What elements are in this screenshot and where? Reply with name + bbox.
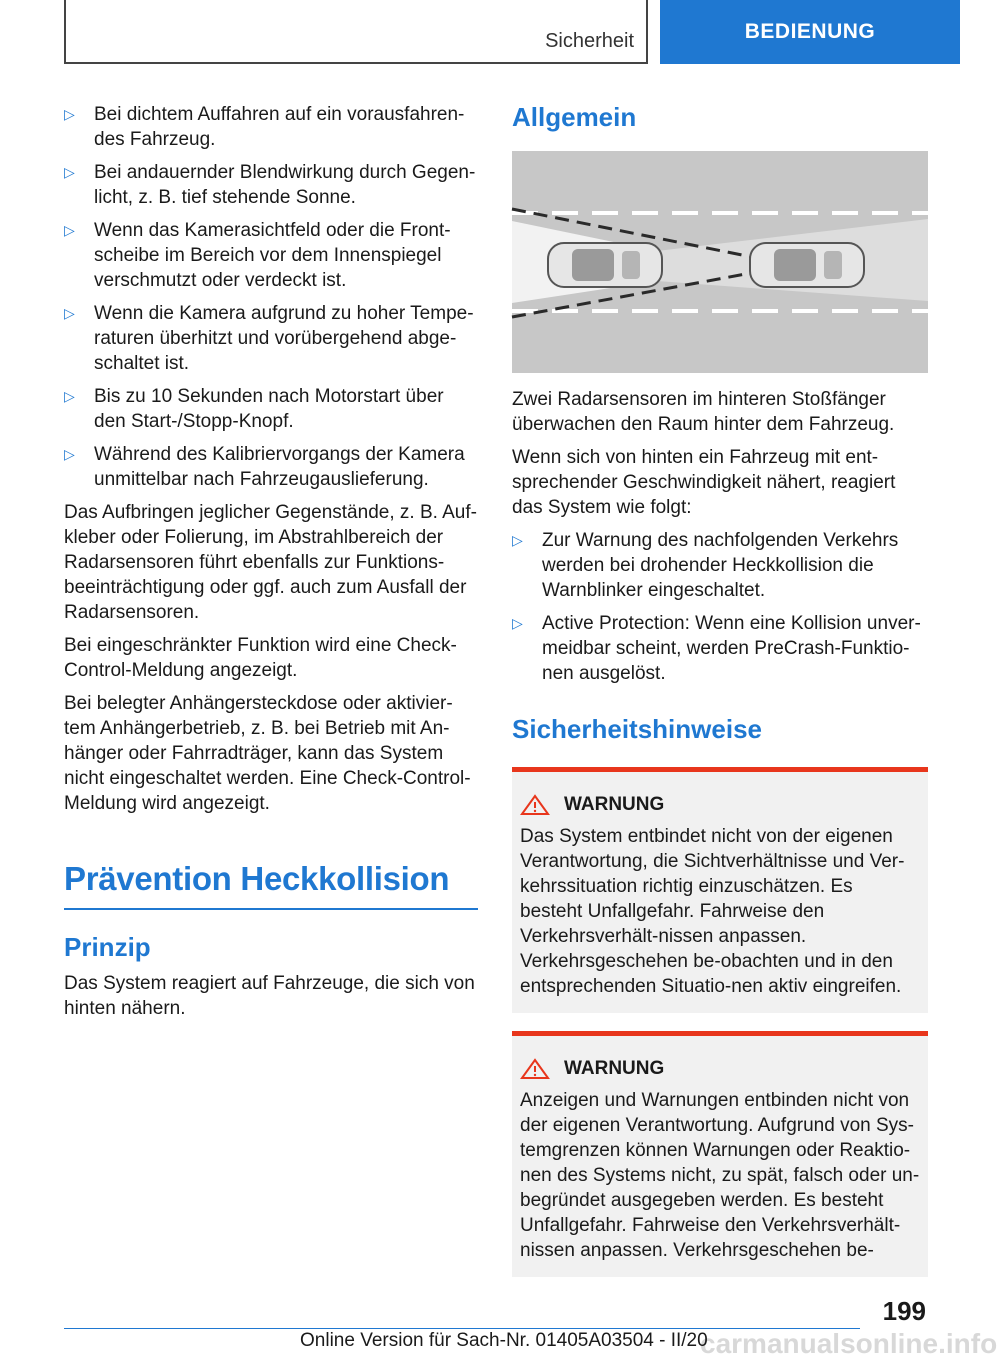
section-heading: Allgemein [512, 102, 637, 132]
list-item: ▷ Während des Kalibriervorgangs der Kamera unmittelbar nach Fahrzeugauslieferung. [64, 444, 465, 490]
chapter-heading: Prävention Heckkollision [64, 860, 478, 910]
car-icon [548, 243, 662, 287]
section-title: Sicherheit [545, 30, 634, 52]
list-item: ▷ Wenn die Kamera aufgrund zu hoher Tempe-raturen überhitzt und vorübergehend abge-schaltet ist. [64, 303, 474, 374]
left-column [64, 102, 478, 1029]
right-column [512, 102, 928, 1295]
radar-diagram [512, 151, 928, 373]
paragraph: Das Aufbringen jeglicher Gegenstände, z. B. Auf-kleber oder Folierung, im Abstrahlbereich der Radarsensoren führt ebenfalls zur Funktions-beeinträchtigung oder ggf. auch zum Ausfall der Radarsensoren. [64, 502, 477, 623]
footer-text: Online Version für Sach-Nr. 01405A03504 - II/20 [300, 1330, 708, 1351]
triangle-right-icon: ▷ [64, 222, 75, 238]
warning-title: WARNUNG [520, 794, 920, 816]
triangle-right-icon: ▷ [64, 388, 75, 404]
warning-text: Das System entbindet nicht von der eigenen Verantwortung, die Sichtverhältnisse und Ver-kehrssituation richtig einzuschätzen. Es besteht Unfallgefahr. Fahrweise den Verkehrsverhält-nissen anpassen. Verkehrsgeschehen be-obachten und in den entsprechenden Situatio-nen aktiv eingreifen. [520, 826, 905, 997]
watermark: carmanualsonline.info [700, 1328, 997, 1359]
warning-box [512, 1031, 928, 1277]
page-number: 199 [882, 1296, 926, 1326]
header-section-box [64, 0, 648, 64]
triangle-right-icon: ▷ [64, 106, 75, 122]
chapter-tab[interactable]: BEDIENUNG [660, 0, 960, 64]
list-item: ▷ Bis zu 10 Sekunden nach Motorstart über den Start-/Stopp-Knopf. [64, 386, 444, 432]
paragraph: Das System reagiert auf Fahrzeuge, die sich von hinten nähern. [64, 973, 475, 1019]
paragraph: Wenn sich von hinten ein Fahrzeug mit ent-sprechender Geschwindigkeit nähert, reagiert das System wie folgt: [512, 447, 896, 518]
section-heading: Prinzip [64, 932, 151, 962]
figure-caption: Zwei Radarsensoren im hinteren Stoßfänger überwachen den Raum hinter dem Fahrzeug. [512, 389, 895, 435]
list-item: ▷ Bei andauernder Blendwirkung durch Gegen-licht, z. B. tief stehende Sonne. [64, 162, 476, 208]
warning-triangle-icon [520, 794, 550, 816]
list-item: ▷ Zur Warnung des nachfolgenden Verkehrs werden bei drohender Heckkollision die Warnblinker eingeschaltet. [512, 530, 899, 601]
section-heading: Sicherheitshinweise [512, 714, 762, 744]
warning-title: WARNUNG [520, 1058, 920, 1080]
warning-box [512, 767, 928, 1013]
warning-triangle-icon [520, 1058, 550, 1080]
list-item: ▷ Bei dichtem Auffahren auf ein vorausfahren-des Fahrzeug. [64, 104, 465, 150]
triangle-right-icon: ▷ [512, 532, 523, 548]
triangle-right-icon: ▷ [64, 305, 75, 321]
car-icon [750, 243, 864, 287]
list-item: ▷ Wenn das Kamerasichtfeld oder die Front-scheibe im Bereich vor dem Innenspiegel verschmutzt oder verdeckt ist. [64, 220, 451, 291]
warning-text: Anzeigen und Warnungen entbinden nicht von der eigenen Verantwortung. Aufgrund von Sys-temgrenzen können Warnungen oder Reaktio-nen des Systems nicht, zu spät, falsch oder un-begründet ausgegeben werden. Es besteht Unfallgefahr. Fahrweise den Verkehrsverhält-nissen anpassen. Verkehrsgeschehen be- [520, 1090, 920, 1261]
list-item: ▷ Active Protection: Wenn eine Kollision unver-meidbar scheint, werden PreCrash-Funktio-nen ausgelöst. [512, 613, 921, 684]
triangle-right-icon: ▷ [64, 164, 75, 180]
paragraph: Bei eingeschränkter Funktion wird eine Check-Control-Meldung angezeigt. [64, 635, 457, 681]
paragraph: Bei belegter Anhängersteckdose oder aktivier-tem Anhängerbetrieb, z. B. bei Betrieb mit An-hänger oder Fahrradträger, kann das System nicht eingeschaltet werden. Eine Check-Control-Meldung wird angezeigt. [64, 693, 471, 814]
radar-illustration [512, 151, 928, 373]
triangle-right-icon: ▷ [512, 615, 523, 631]
triangle-right-icon: ▷ [64, 446, 75, 462]
